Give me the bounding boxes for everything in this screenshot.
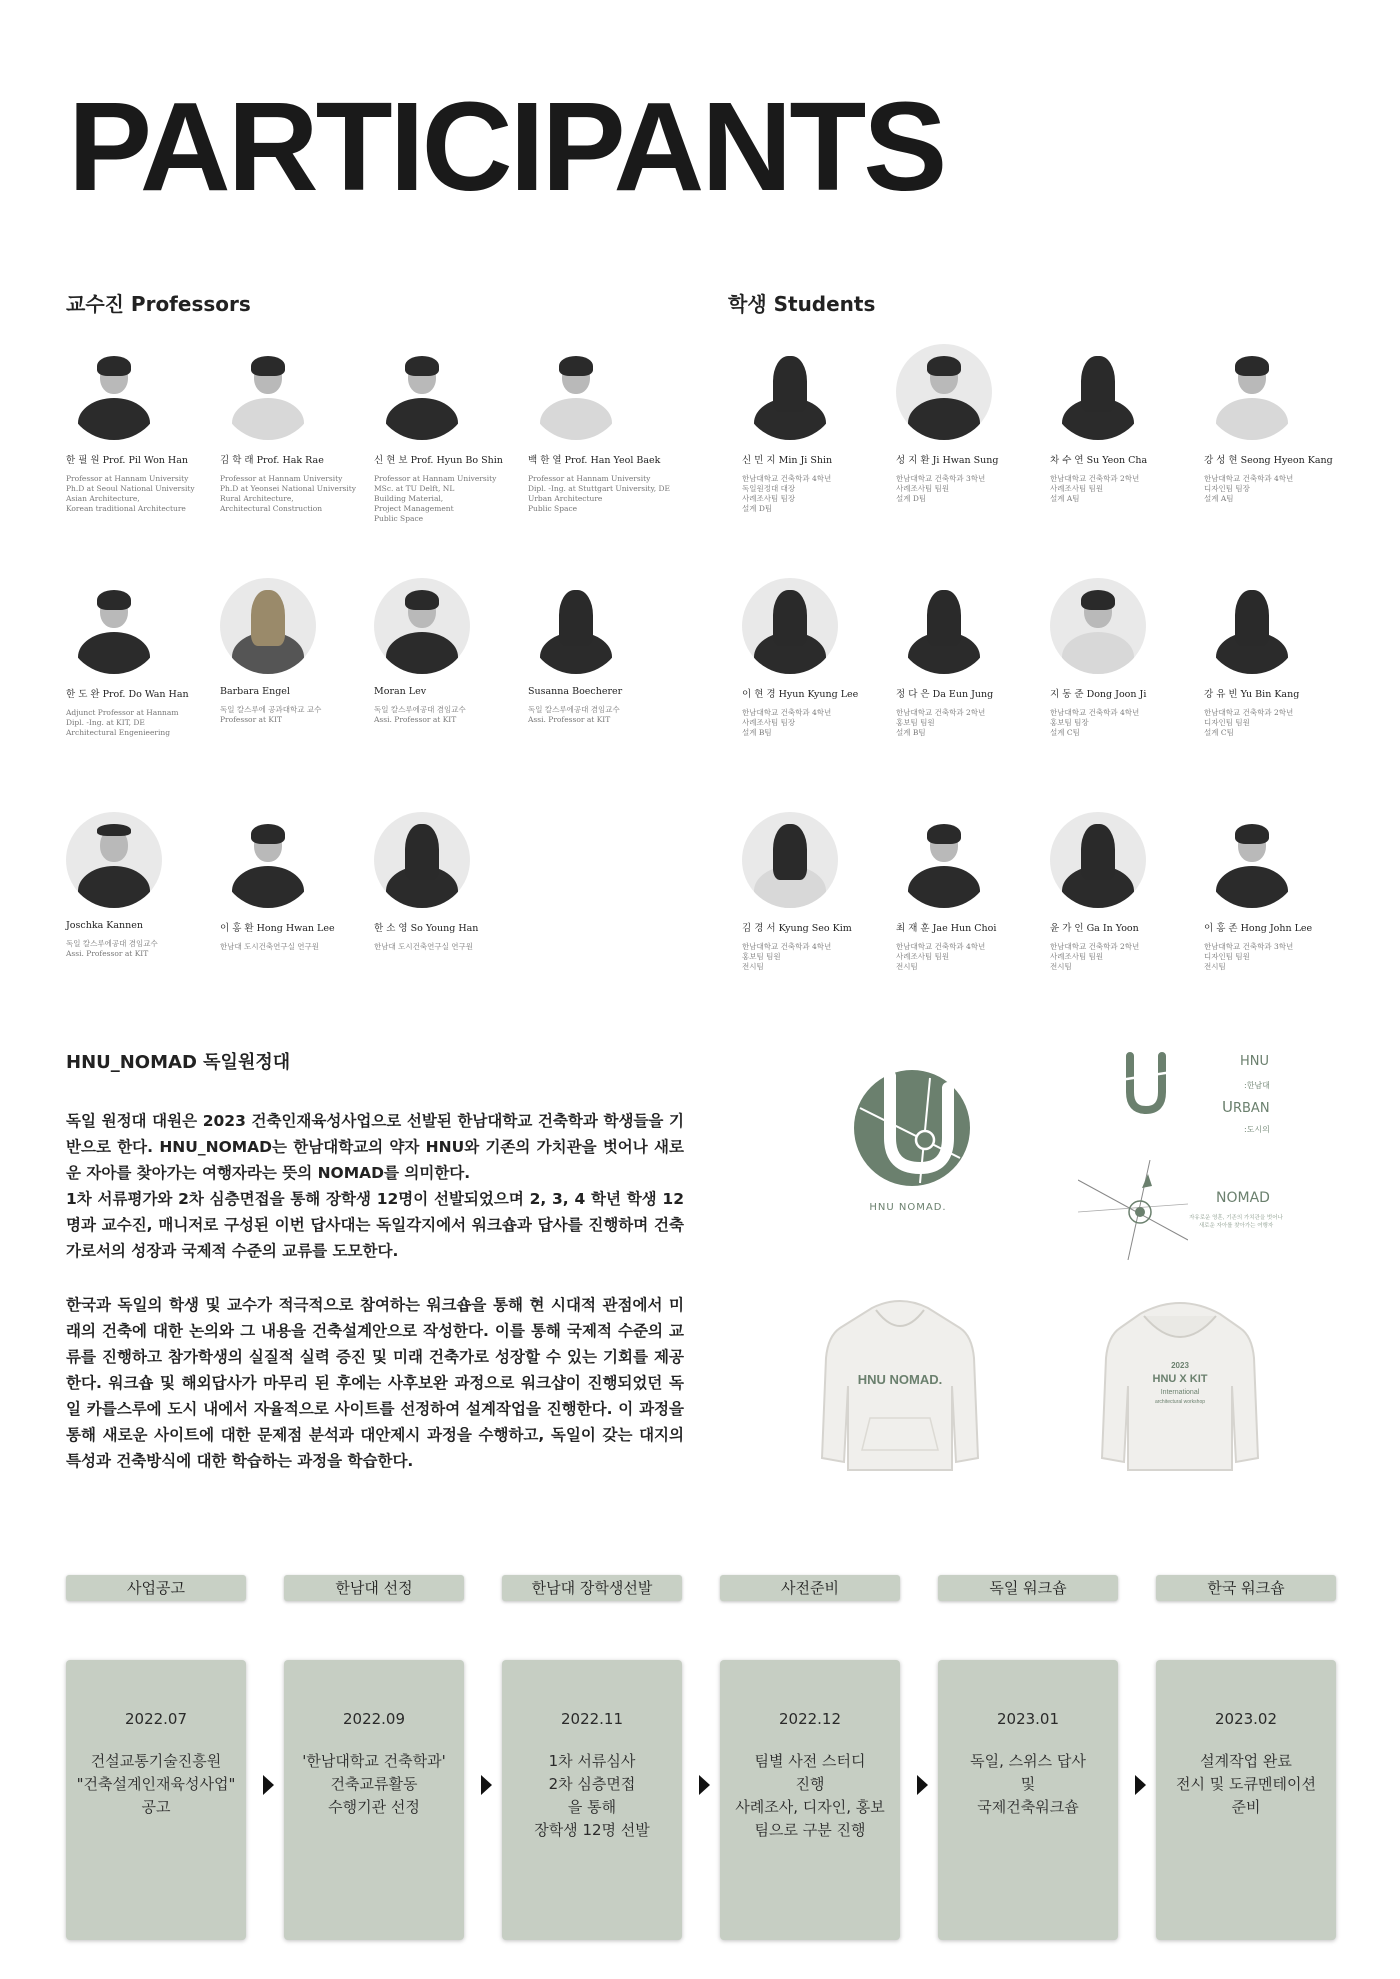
person-name: 강 유 빈 Yu Bin Kang bbox=[1204, 689, 1300, 700]
hoodie-front-text: HNU NOMAD. bbox=[857, 1372, 943, 1387]
timeline-date: 2022.07 bbox=[124, 1710, 188, 1728]
intro-title: HNU_NOMAD 독일원정대 bbox=[66, 1052, 291, 1073]
timeline-date: 2023.02 bbox=[1214, 1710, 1278, 1728]
timeline-card bbox=[720, 1660, 900, 1940]
professor-card bbox=[66, 578, 216, 738]
person-description: 한남대학교 건축학과 4학년 디자인팀 팀장 설계 A팀 bbox=[1204, 474, 1294, 503]
nomad-label: NOMAD bbox=[1216, 1190, 1270, 1206]
timeline-card bbox=[938, 1660, 1118, 1940]
timeline-step-label: 사전준비 bbox=[720, 1575, 900, 1601]
student-card bbox=[1204, 344, 1354, 504]
person-name: 최 재 훈 Jae Hun Choi bbox=[896, 923, 997, 934]
person-description: 한남대학교 건축학과 4학년 사례조사팀 팀장 설계 B팀 bbox=[742, 708, 832, 737]
student-card bbox=[1204, 812, 1354, 972]
portrait-photo bbox=[374, 344, 470, 440]
logo-caption: HNU NOMAD. bbox=[869, 1202, 947, 1213]
professor-card bbox=[66, 812, 216, 959]
person-name: Joschka Kannen bbox=[66, 920, 144, 931]
arrow-right-icon bbox=[263, 1775, 274, 1795]
timeline-step-label: 한남대 선정 bbox=[284, 1575, 464, 1601]
person-name: 이 현 경 Hyun Kyung Lee bbox=[742, 689, 859, 700]
timeline-body: 팀별 사전 스터디 진행 사례조사, 디자인, 홍보 팀으로 구분 진행 bbox=[735, 1752, 885, 1839]
person-name: 신 현 보 Prof. Hyun Bo Shin bbox=[374, 455, 503, 466]
person-name: 성 지 환 Ji Hwan Sung bbox=[896, 455, 999, 466]
portrait-photo bbox=[220, 578, 316, 674]
intro-paragraph-1: 독일 원정대 대원은 2023 건축인재육성사업으로 선발된 한남대학교 건축학과 학생들을 기반으로 한다. HNU_NOMAD는 한남대학교의 약자 HNU와 기존의 가치관을 벗어나 새로운 자아를 찾아가는 여행자라는 뜻의 NOMAD를 의미한다. bbox=[66, 1112, 684, 1182]
person-name: 김 학 래 Prof. Hak Rae bbox=[220, 455, 324, 466]
person-description: Professor at Hannam University Ph.D at Yeonsei National University Rural Architecture, Architectural Construction bbox=[220, 474, 357, 513]
timeline-date: 2022.09 bbox=[342, 1710, 406, 1728]
portrait-photo bbox=[220, 344, 316, 440]
person-name: 이 홍 환 Hong Hwan Lee bbox=[220, 923, 335, 934]
timeline-step-label: 독일 워크숍 bbox=[938, 1575, 1118, 1601]
portrait-photo bbox=[896, 578, 992, 674]
person-description: 독일 칼스루에공대 겸임교수 Assi. Professor at KIT bbox=[66, 939, 158, 958]
person-description: 한남대학교 건축학과 2학년 사례조사팀 팀원 전시팀 bbox=[1050, 942, 1140, 971]
person-name: 이 홍 존 Hong John Lee bbox=[1204, 923, 1313, 934]
student-card bbox=[1050, 812, 1200, 972]
person-description: 독일 칼스루에 공과대학교 교수 Professor at KIT bbox=[220, 705, 322, 724]
person-description: 한남대학교 건축학과 2학년 디자인팀 팀원 설계 C팀 bbox=[1204, 708, 1294, 737]
student-card bbox=[742, 812, 892, 972]
hoodie-back-image bbox=[1100, 1298, 1260, 1478]
professors-heading: 교수진 Professors bbox=[66, 292, 251, 316]
person-description: 한남대학교 건축학과 4학년 사례조사팀 팀원 전시팀 bbox=[896, 942, 986, 971]
person-name: 한 소 영 So Young Han bbox=[374, 923, 479, 934]
timeline-card bbox=[502, 1660, 682, 1940]
urban-u-letter: U bbox=[1222, 1098, 1233, 1116]
person-description: Professor at Hannam University Dipl. -Ing. at Stuttgart University, DE Urban Architecture Public Space bbox=[528, 474, 670, 513]
professor-card bbox=[374, 344, 524, 524]
portrait-photo bbox=[66, 812, 162, 908]
portrait-photo bbox=[896, 812, 992, 908]
person-name: 한 도 완 Prof. Do Wan Han bbox=[66, 689, 189, 700]
person-description: Professor at Hannam University Ph.D at Seoul National University Asian Architecture, Korean traditional Architecture bbox=[66, 474, 195, 513]
person-name: Susanna Boecherer bbox=[528, 686, 623, 697]
timeline-card bbox=[1156, 1660, 1336, 1940]
timeline-body: 설계작업 완료 전시 및 도큐멘테이션 준비 bbox=[1176, 1752, 1316, 1816]
hnu-label: HNU bbox=[1240, 1054, 1270, 1069]
hoodie-back-sub2: architectural workshop bbox=[1154, 1399, 1206, 1405]
portrait-photo bbox=[528, 344, 624, 440]
person-description: 한남대학교 건축학과 2학년 사례조사팀 팀원 설계 A팀 bbox=[1050, 474, 1140, 503]
person-description: 한남대학교 건축학과 4학년 홍보팀 팀원 전시팀 bbox=[742, 942, 832, 971]
hnu-sub-label: :한남대 bbox=[1244, 1081, 1270, 1090]
students-heading: 학생 Students bbox=[728, 292, 876, 316]
hoodie-front-image bbox=[820, 1298, 980, 1478]
portrait-photo bbox=[66, 344, 162, 440]
student-card bbox=[1050, 344, 1200, 504]
person-name: 차 수 연 Su Yeon Cha bbox=[1050, 455, 1148, 466]
portrait-photo bbox=[1050, 578, 1146, 674]
student-card bbox=[1050, 578, 1200, 738]
timeline-step-label: 한남대 장학생선발 bbox=[502, 1575, 682, 1601]
professor-card bbox=[528, 578, 678, 725]
person-description: 독일 칼스루에공대 겸임교수 Assi. Professor at KIT bbox=[528, 705, 620, 724]
person-description: 독일 칼스루에공대 겸임교수 Assi. Professor at KIT bbox=[374, 705, 466, 724]
person-description: Adjunct Professor at Hannam Dipl. -Ing. at KIT, DE Architectural Engenieering bbox=[66, 708, 179, 737]
hoodie-back-sub: International bbox=[1160, 1389, 1200, 1396]
portrait-photo bbox=[528, 578, 624, 674]
hoodie-back-title: HNU X KIT bbox=[1152, 1373, 1208, 1385]
urban-label bbox=[1222, 1098, 1270, 1116]
portrait-photo bbox=[896, 344, 992, 440]
person-description: Professor at Hannam University MSc. at TU Delft, NL Building Material, Project Management Public Space bbox=[374, 474, 497, 523]
person-name: 강 성 현 Seong Hyeon Kang bbox=[1204, 455, 1333, 466]
professor-card bbox=[220, 812, 370, 952]
person-description: 한남대 도시건축연구실 연구원 bbox=[220, 942, 319, 951]
person-description: 한남대 도시건축연구실 연구원 bbox=[374, 942, 473, 951]
timeline-step-label: 한국 워크숍 bbox=[1156, 1575, 1336, 1601]
timeline-body: '한남대학교 건축학과' 건축교류활동 수행기관 선정 bbox=[302, 1752, 446, 1816]
professor-card bbox=[220, 578, 370, 725]
person-name: Moran Lev bbox=[374, 686, 427, 697]
page-title: PARTICIPANTS bbox=[68, 76, 945, 217]
person-name: 백 한 열 Prof. Han Yeol Baek bbox=[528, 455, 661, 466]
portrait-photo bbox=[1050, 812, 1146, 908]
arrow-right-icon bbox=[699, 1775, 710, 1795]
intro-paragraph-2: 1차 서류평가와 2차 심층면접을 통해 장학생 12명이 선발되었으며 2, 3, 4 학년 학생 12명과 교수진, 매니저로 구성된 이번 답사대는 독일각지에서 워크숍과 답사를 진행하며 건축가로서의 성장과 국제적 수준의 교류를 도모한다. bbox=[66, 1190, 684, 1260]
portrait-photo bbox=[742, 578, 838, 674]
professor-card bbox=[374, 578, 524, 725]
portrait-photo bbox=[1204, 578, 1300, 674]
intro-paragraph-3: 한국과 독일의 학생 및 교수가 적극적으로 참여하는 워크숍을 통해 현 시대적 관점에서 미래의 건축에 대한 논의와 그 내용을 건축설계안으로 작성한다. 이를 통해 국제적 수준의 교류를 진행하고 참가학생의 실질적 실력 증진 및 미래 건축가로 성장할 수 있는 기회를 제공한다. 워크숍 및 해외답사가 마무리 된 후에는 사후보완 과정으로 워크샵이 진행되었던 독일 카를스루에 도시 내에서 자율적으로 사이트를 선정하여 설계작업을 진행한다. 이 과정을 통해 새로운 사이트에 대한 문제점 분석과 대안제시 과정을 수행하고, 독일이 갖는 대지의 특성과 건축방식에 대한 학습하는 과정을 학습한다. bbox=[66, 1296, 684, 1470]
timeline-step-label: 사업공고 bbox=[66, 1575, 246, 1601]
student-card bbox=[1204, 578, 1354, 738]
person-description: 한남대학교 건축학과 2학년 홍보팀 팀원 설계 B팀 bbox=[896, 708, 986, 737]
person-name: 정 다 은 Da Eun Jung bbox=[896, 689, 994, 700]
student-card bbox=[742, 578, 892, 738]
portrait-photo bbox=[1050, 344, 1146, 440]
arrow-right-icon bbox=[917, 1775, 928, 1795]
person-name: 윤 가 인 Ga In Yoon bbox=[1050, 923, 1139, 934]
student-card bbox=[896, 812, 1046, 972]
portrait-photo bbox=[742, 344, 838, 440]
portrait-photo bbox=[66, 578, 162, 674]
person-name: 김 경 서 Kyung Seo Kim bbox=[742, 923, 852, 934]
person-name: 신 민 지 Min Ji Shin bbox=[742, 455, 833, 466]
portrait-photo bbox=[1204, 344, 1300, 440]
timeline-body: 독일, 스위스 답사 및 국제건축워크숍 bbox=[970, 1752, 1086, 1816]
portrait-photo bbox=[374, 812, 470, 908]
portrait-photo bbox=[1204, 812, 1300, 908]
arrow-right-icon bbox=[1135, 1775, 1146, 1795]
hoodie-back-year: 2023 bbox=[1171, 1361, 1189, 1370]
timeline-card bbox=[66, 1660, 246, 1940]
person-name: Barbara Engel bbox=[220, 686, 290, 697]
portrait-photo bbox=[374, 578, 470, 674]
student-card bbox=[896, 344, 1046, 504]
arrow-right-icon bbox=[481, 1775, 492, 1795]
nomad-sub-label: 자유로운 영혼, 기존의 가치관을 벗어나 새로운 자아를 찾아가는 여행자 bbox=[1189, 1215, 1283, 1229]
portrait-photo bbox=[220, 812, 316, 908]
person-name: 지 동 준 Dong Joon Ji bbox=[1050, 689, 1147, 700]
professor-card bbox=[528, 344, 678, 514]
professor-card bbox=[220, 344, 370, 514]
compass-icon bbox=[1078, 1160, 1188, 1260]
student-card bbox=[896, 578, 1046, 738]
timeline-date: 2023.01 bbox=[996, 1710, 1060, 1728]
urban-rest: RBAN bbox=[1232, 1101, 1270, 1116]
timeline-date: 2022.11 bbox=[560, 1710, 624, 1728]
hnu-nomad-logo bbox=[850, 1068, 970, 1188]
timeline-date: 2022.12 bbox=[778, 1710, 842, 1728]
person-description: 한남대학교 건축학과 3학년 사례조사팀 팀원 설계 D팀 bbox=[896, 474, 986, 503]
urban-u-mark bbox=[1120, 1050, 1172, 1118]
professor-card bbox=[374, 812, 524, 952]
person-description: 한남대학교 건축학과 4학년 독일원정대 대장 사례조사팀 팀장 설계 D팀 bbox=[742, 474, 832, 513]
timeline-body: 1차 서류심사 2차 심층면접 을 통해 장학생 12명 선발 bbox=[534, 1752, 650, 1839]
timeline-body: 건설교통기술진흥원 "건축설계인재육성사업" 공고 bbox=[76, 1752, 236, 1816]
urban-sub-label: :도시의 bbox=[1244, 1125, 1270, 1134]
person-name: 한 필 원 Prof. Pil Won Han bbox=[66, 455, 188, 466]
timeline-card bbox=[284, 1660, 464, 1940]
person-description: 한남대학교 건축학과 4학년 홍보팀 팀장 설계 C팀 bbox=[1050, 708, 1140, 737]
portrait-photo bbox=[742, 812, 838, 908]
professor-card bbox=[66, 344, 216, 514]
person-description: 한남대학교 건축학과 3학년 디자인팀 팀원 전시팀 bbox=[1204, 942, 1294, 971]
student-card bbox=[742, 344, 892, 514]
